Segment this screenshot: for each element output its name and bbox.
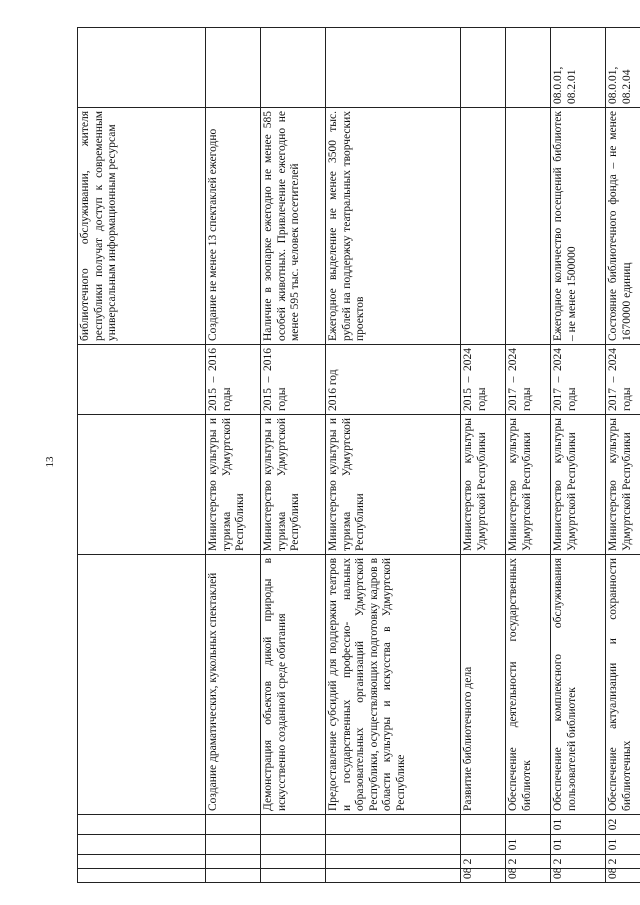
code-cell: 08 [606,869,640,883]
code-cell: 2 [606,855,640,869]
code-cell [206,855,261,869]
code-cell [78,855,206,869]
activity-name: Обеспечение деятельности государственных библиотек [506,555,551,815]
executor-cell: Министерство культуры Удмуртской Республики [461,415,506,555]
period-cell [78,345,206,415]
code-cell [326,815,461,835]
code-cell [206,835,261,855]
executor-cell: Министерство культуры и туризма Удмуртской Республики [206,415,261,555]
code-cell: 01 [606,835,640,855]
indicator-cell: 08.0.01, 08.2.01 [551,28,606,108]
table-row [261,28,326,883]
activity-name: Предоставление субсидий для поддержки театров и государственных профессио- нальных образовательных организаций Удмуртской Республики, осуществляющих подготовку кадров в области культуры и искусства в Удмуртской Республике [326,555,461,815]
code-cell [461,815,506,835]
indicator-cell [206,28,261,108]
table-row [78,28,206,883]
indicator-cell [261,28,326,108]
indicator-cell [326,28,461,108]
result-cell [506,108,551,345]
activity-name [78,555,206,815]
activity-name: Демонстрация объектов дикой природы в искусственно созданной среде обитания [261,555,326,815]
result-cell: библиотечного обслуживании, жителя республики получат доступ к современным универсальным информационным ресурсам [78,108,206,345]
code-cell: 08 [506,869,551,883]
code-cell [261,815,326,835]
code-cell [461,835,506,855]
code-cell: 01 [551,815,606,835]
table-row [606,28,640,883]
code-cell: 08 [551,869,606,883]
result-cell: Наличие в зоопарке ежегодно не менее 585 особей животных. Привлечение ежегодно не менее 595 тыс. человек посетителей [261,108,326,345]
code-cell [206,869,261,883]
indicator-cell [461,28,506,108]
result-cell: Состояние библиотечного фонда – не менее 1670000 единиц [606,108,640,345]
period-cell: 2015 – 2016 годы [206,345,261,415]
code-cell [78,869,206,883]
table-row [506,28,551,883]
page-number: 13 [44,456,56,468]
table-row [551,28,606,883]
code-cell [326,835,461,855]
code-cell [206,815,261,835]
result-cell: Ежегодное выделение не менее 3500 тыс. рублей на поддержку театральных творческих проектов [326,108,461,345]
code-cell: 01 [551,835,606,855]
period-cell: 2017 – 2024 годы [506,345,551,415]
rotated-table-wrapper [77,28,633,883]
executor-cell: Министерство культуры Удмуртской Республики [551,415,606,555]
executor-cell: Министерство культуры Удмуртской Республики [606,415,640,555]
executor-cell: Министерство культуры Удмуртской Республики [506,415,551,555]
code-cell: 2 [506,855,551,869]
activity-name: Обеспечение актуализации и сохранности библиотечных [606,555,640,815]
result-cell: Создание не менее 13 спектаклей ежегодно [206,108,261,345]
executor-cell: Министерство культуры и туризма Удмуртской Республики [326,415,461,555]
code-cell [326,855,461,869]
executor-cell: Министерство культуры и туризма Удмуртской Республики [261,415,326,555]
table-row [206,28,261,883]
code-cell: 2 [551,855,606,869]
period-cell: 2015 – 2024 годы [461,345,506,415]
period-cell: 2015 – 2016 годы [261,345,326,415]
code-cell [506,815,551,835]
program-activities-table [77,27,640,883]
indicator-cell: 08.0.01, 08.2.04 [606,28,640,108]
activity-name: Развитие библиотечного дела [461,555,506,815]
code-cell [78,815,206,835]
period-cell: 2017 – 2024 годы [606,345,640,415]
period-cell: 2017 – 2024 годы [551,345,606,415]
result-cell: Ежегодное количество посещений библиотек – не менее 1500000 [551,108,606,345]
code-cell [261,869,326,883]
indicator-cell [78,28,206,108]
code-cell [261,835,326,855]
table-row [326,28,461,883]
executor-cell [78,415,206,555]
code-cell [261,855,326,869]
code-cell: 01 [506,835,551,855]
activity-name: Создание драматических, кукольных спектаклей [206,555,261,815]
period-cell: 2016 год [326,345,461,415]
result-cell [461,108,506,345]
code-cell [78,835,206,855]
table-row [461,28,506,883]
activity-name: Обеспечение комплексного обслуживания пользователей библиотек [551,555,606,815]
indicator-cell [506,28,551,108]
code-cell: 08 [461,869,506,883]
code-cell: 2 [461,855,506,869]
code-cell [326,869,461,883]
code-cell: 02 [606,815,640,835]
